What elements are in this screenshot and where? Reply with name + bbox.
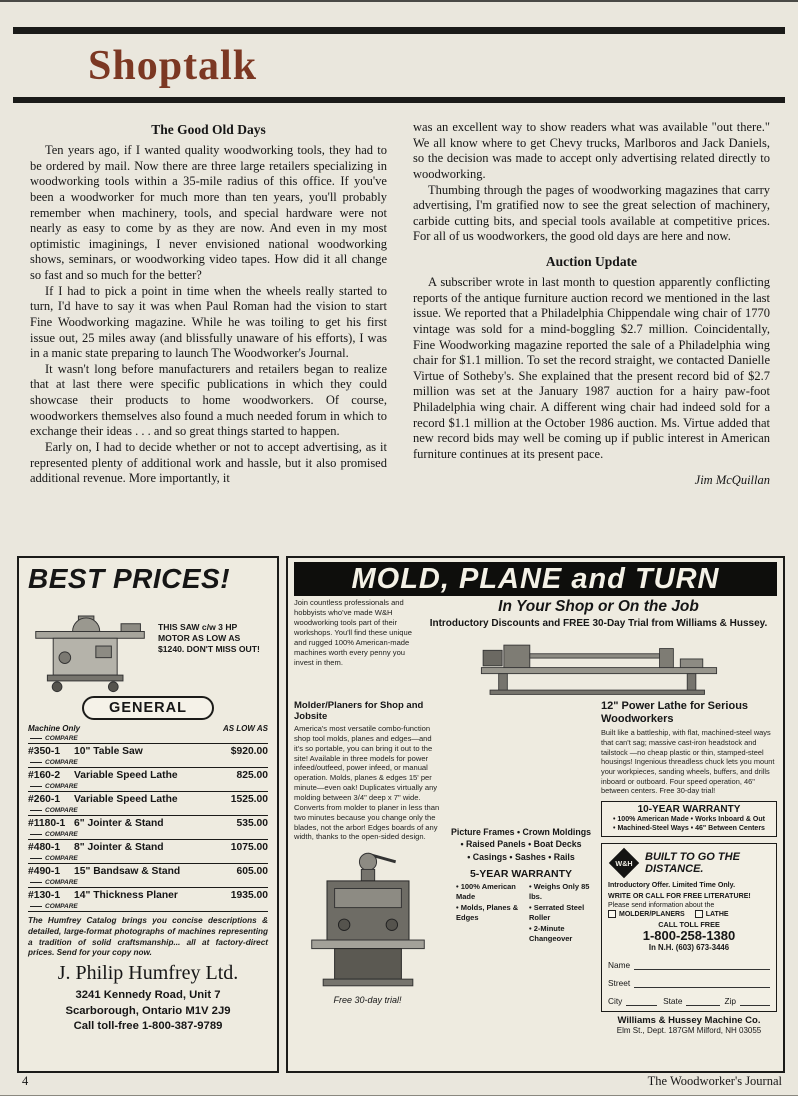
ten-year-warranty-title: 10-YEAR WARRANTY xyxy=(637,803,741,815)
coupon-city-line xyxy=(608,996,770,1006)
request-line: Please send information about the xyxy=(608,902,715,910)
nh-number: In N.H. (603) 673-3446 xyxy=(648,943,730,953)
saw-row xyxy=(28,598,268,696)
state-label: State xyxy=(663,996,683,1007)
lathe-image xyxy=(453,633,745,697)
article-paragraph: Early on, I had to decide whether or not to accept advertising, as it represented plenty of additional work and hassle, but it also promised additional revenue. More importantly, it xyxy=(30,439,387,486)
price-row xyxy=(28,839,268,854)
wh-address: Elm St., Dept. 187GM Milford, NH 03055 xyxy=(616,1026,762,1036)
model-number: #350-1 xyxy=(28,746,61,757)
byline: Jim McQuillan xyxy=(694,472,770,487)
model-number: #490-1 xyxy=(28,866,61,877)
section-heading-good-old-days: The Good Old Days xyxy=(151,122,266,137)
intro-copy: Join countless professionals and hobbyists who've made W&H woodworking tools part of their workshops. You'll find these unique and rugged 100% American-made machines worth every penny you invest in them. xyxy=(294,598,412,668)
humfrey-company-name: J. Philip Humfrey Ltd. xyxy=(57,962,239,985)
article-paragraph: A subscriber wrote in last month to question apparently conflicting reports of the antique furniture auction record we mentioned in the last issue. We reported that a Philadelphia Chippendale wing chair of 1770 vintage was sold for a mind-boggling $2.7 million. Coincidentally, Fine Woodworking magazine reported the sale of a Philadelphia wing chair for $1.1 million. To set the record straight, we contacted Danielle Virtue of Sotheby's. She explained that the present record bid of $2.7 million was set at the January 1987 auction for a hairy paw-foot Philadelphia wing chair. A different wing chair had indeed sold for a record $1.1 million at the October 1986 auction. Ms. Virtue added that new record bids may well be coming up if public interest in American furniture continues at its present pace. xyxy=(413,275,770,461)
uses-list xyxy=(448,826,594,863)
subtitle: In Your Shop or On the Job xyxy=(498,598,699,615)
distance-slogan: BUILT TO GO THE DISTANCE. xyxy=(645,850,740,875)
humfrey-ad xyxy=(17,556,279,1073)
williams-hussey-ad xyxy=(286,556,785,1073)
price-row xyxy=(28,887,268,902)
machine-name: 14" Thickness Planer xyxy=(74,890,178,901)
uses-line: • Casings • Sashes • Rails xyxy=(467,851,575,862)
compare-divider: COMPARE xyxy=(28,902,268,911)
molder-body: America's most versatile combo-function shop tool molds, planes and edges—and it's so portable, you can bring it out to the site! Available in three models for power infeed/outfeed, power infeed, or manual operation. Molds, planes & edges 15' per minute—even oak! Duplicates virtually any molding between 3/4" deep x 7" wide. Converts from molder to planer in less than two minutes because you change only the blades, not the arbor! Edges boards of any width, thanks to the open-sided design. xyxy=(294,724,440,842)
checkbox-icon xyxy=(608,910,616,918)
as-low-as-label: AS LOW AS xyxy=(222,724,268,733)
five-year-warranty-title: 5-YEAR WARRANTY xyxy=(469,867,573,880)
call-toll-free-label: CALL TOLL FREE xyxy=(658,920,720,930)
machine-name: Variable Speed Lathe xyxy=(74,770,178,781)
price: 825.00 xyxy=(236,770,268,781)
machine-only-label: Machine Only xyxy=(28,724,81,733)
warranty-bullet: • Weighs Only 85 lbs. xyxy=(529,881,590,902)
compare-divider: COMPARE xyxy=(28,734,268,743)
article-paragraph: Ten years ago, if I wanted quality woodworking tools, they had to be ordered by mail. Now there are three large retailers specializing in woodworking tools within a 35-mile radius of this office. If you've been a woodworker for much more than ten years, you'll probably remember when machinery, tools, and special hardware were not nearly as easy to come by as they are now. And even in my most optimistic imaginings, I never envisioned national woodworking shows, seminars, or woodworking video tapes. How did it all change so fast and so much for the better? xyxy=(30,143,387,282)
model-number: #260-1 xyxy=(28,794,61,805)
article-paragraph: It wasn't long before manufacturers and retailers began to realize that at last there were specific publications in which they could showcase their products to home woodworkers. Of course, woodworkers themselves also found a much needed forum in which to exchange their ideas . . . and so great things started to happen. xyxy=(30,361,387,439)
warranty-line: • Machined-Steel Ways • 46" Between Centers xyxy=(613,825,765,833)
city-label: City xyxy=(608,996,623,1007)
molder-column xyxy=(294,700,441,1035)
article-column-left xyxy=(30,120,387,550)
warranty-bullet: • Molds, Planes & Edges xyxy=(456,902,519,923)
header-rule-top xyxy=(13,27,785,34)
price: 1075.00 xyxy=(230,842,268,853)
ad-main-columns xyxy=(294,700,777,1035)
price: $920.00 xyxy=(230,746,268,757)
price-row xyxy=(28,767,268,782)
humfrey-address xyxy=(28,988,268,1034)
model-number: #1180-1 xyxy=(28,818,66,829)
machine-name: Variable Speed Lathe xyxy=(74,794,178,805)
warranty-bullet-col xyxy=(448,882,521,945)
wh-company-name: Williams & Hussey Machine Co. xyxy=(617,1015,761,1027)
coupon-name-line xyxy=(608,960,770,970)
model-number: #130-1 xyxy=(28,890,61,901)
write-in-line xyxy=(626,996,657,1006)
ad-top-section xyxy=(294,598,777,697)
warranty-bullet-col xyxy=(521,882,594,945)
uses-line: Picture Frames • Crown Moldings xyxy=(451,827,591,837)
compare-divider: COMPARE xyxy=(28,854,268,863)
intro-offer-line: Introductory Discounts and FREE 30-Day Trial from Williams & Hussey. xyxy=(429,618,768,629)
header-rule-bottom xyxy=(13,97,785,103)
phone-line: Call toll-free 1-800-387-9789 xyxy=(73,1019,223,1032)
machine-name: 10" Table Saw xyxy=(74,746,143,757)
price-table xyxy=(28,723,268,912)
coupon-header xyxy=(608,847,770,879)
model-number: #480-1 xyxy=(28,842,61,853)
article-paragraph: was an excellent way to show readers what was available "out there." We all know where to get Chevy trucks, Marlboros and Jack Daniels, so the decision was made to accept only advertising related directly to woodworking. xyxy=(413,120,770,181)
price: 605.00 xyxy=(236,866,268,877)
journal-name: The Woodworker's Journal xyxy=(647,1074,782,1088)
section-heading-auction-update: Auction Update xyxy=(545,254,638,269)
checkbox-icon xyxy=(695,910,703,918)
price-row xyxy=(28,815,268,830)
street-label: Street xyxy=(608,978,631,989)
ad-top-right xyxy=(414,598,777,697)
checkbox-label: MOLDER/PLANERS xyxy=(619,910,685,918)
general-brand-badge: GENERAL xyxy=(82,696,214,720)
saw-price-note: THIS SAW c/w 3 HP MOTOR AS LOW AS $1240. DON'T MISS OUT! xyxy=(158,622,260,655)
offer-line: WRITE OR CALL FOR FREE LITERATURE! xyxy=(608,891,751,900)
lathe-option xyxy=(695,910,729,918)
five-year-warranty-bullets xyxy=(448,882,594,945)
article-paragraph: Thumbing through the pages of woodworking magazines that carry advertising, I'm gratified now to see the great selection of machinery, carbide cutting bits, and special tools available at competitive prices. For all of us woodworkers, the good old days are here and now. xyxy=(413,182,770,244)
checkbox-label: LATHE xyxy=(705,910,729,918)
offer-line: Introductory Offer. Limited Time Only. xyxy=(608,880,736,889)
compare-divider: COMPARE xyxy=(28,878,268,887)
address-line: Scarborough, Ontario M1V 2J9 xyxy=(65,1004,231,1017)
toll-free-number: 1-800-258-1380 xyxy=(642,928,736,944)
advertisements-row xyxy=(17,556,785,1073)
price: 1935.00 xyxy=(230,890,268,901)
free-trial-note: Free 30-day trial! xyxy=(333,995,402,1006)
warranty-line: • 100% American Made • Works Inboard & Out xyxy=(613,815,765,823)
lathe-title: 12" Power Lathe for Serious Woodworkers xyxy=(601,700,749,726)
svg-text:W&H: W&H xyxy=(615,858,633,868)
coupon-box xyxy=(601,843,777,1013)
name-label: Name xyxy=(608,960,631,971)
scan-edge-top xyxy=(0,0,798,2)
machine-name: 8" Jointer & Stand xyxy=(74,842,164,853)
lathe-column xyxy=(601,700,777,1035)
molder-planer-image xyxy=(306,847,430,993)
catalog-blurb: The Humfrey Catalog brings you concise descriptions & detailed, large-format photographs of machines representing a tradition of solid craftsmanship... all at factory-direct prices. Send for your copy now. xyxy=(28,916,268,958)
price-row xyxy=(28,743,268,758)
uses-line: • Raised Panels • Boat Decks xyxy=(460,839,582,850)
write-in-line xyxy=(634,960,770,970)
uses-column xyxy=(448,700,594,1035)
mold-plane-turn-banner: MOLD, PLANE and TURN xyxy=(294,562,777,596)
model-number: #160-2 xyxy=(28,770,61,781)
address-line: 3241 Kennedy Road, Unit 7 xyxy=(75,989,221,1002)
compare-divider: COMPARE xyxy=(28,758,268,767)
wh-logo xyxy=(608,847,640,879)
price-row xyxy=(28,791,268,806)
checkbox-row xyxy=(608,910,770,918)
article-column-right xyxy=(413,120,770,550)
write-in-line xyxy=(686,996,720,1006)
article-paragraph: If I had to pick a point in time when the wheels really started to turn, I'd have to say it was when Paul Roman had the vision to start Fine Woodworking magazine. While he was toiling to get his first issue out, 25 miles away (and blissfully unaware of his efforts), I was in a manic state preparing to launch The Woodworker's Journal. xyxy=(30,283,387,361)
best-prices-headline: BEST PRICES! xyxy=(28,563,231,594)
zip-label: Zip xyxy=(724,996,736,1007)
write-in-line xyxy=(740,996,770,1006)
page-title: Shoptalk xyxy=(88,43,258,89)
price: 535.00 xyxy=(236,818,268,829)
machine-name: 6" Jointer & Stand xyxy=(74,818,164,829)
warranty-bullet: • 2-Minute Changeover xyxy=(529,923,573,944)
compare-divider: COMPARE xyxy=(28,782,268,791)
molder-planers-option xyxy=(608,910,685,918)
warranty-bullet: • Serrated Steel Roller xyxy=(529,902,585,923)
price-table-header xyxy=(28,723,268,734)
price-row xyxy=(28,863,268,878)
warranty-bullet: • 100% American Made xyxy=(456,881,516,902)
lathe-body: Built like a battleship, with flat, machined-steel ways that can't sag; massive cast-iron headstock and tailstock —no cheap plastic or thin, stamped-steel housings! Ingenious threadless chuck lets you mount your workpieces, sanding wheels, buffers, and drills inboard or outboard. Four speed operation, 46" between centers. Free 30-day trial! xyxy=(601,728,775,796)
molder-title: Molder/Planers for Shop and Jobsite xyxy=(294,700,424,722)
price: 1525.00 xyxy=(230,794,268,805)
ten-year-warranty-box xyxy=(601,801,777,837)
table-saw-image xyxy=(28,598,154,696)
write-in-line xyxy=(634,978,770,988)
coupon-street-line xyxy=(608,978,770,988)
machine-name: 15" Bandsaw & Stand xyxy=(74,866,181,877)
article-body xyxy=(30,120,770,550)
compare-divider: COMPARE xyxy=(28,806,268,815)
page-number: 4 xyxy=(22,1074,29,1088)
compare-divider: COMPARE xyxy=(28,830,268,839)
